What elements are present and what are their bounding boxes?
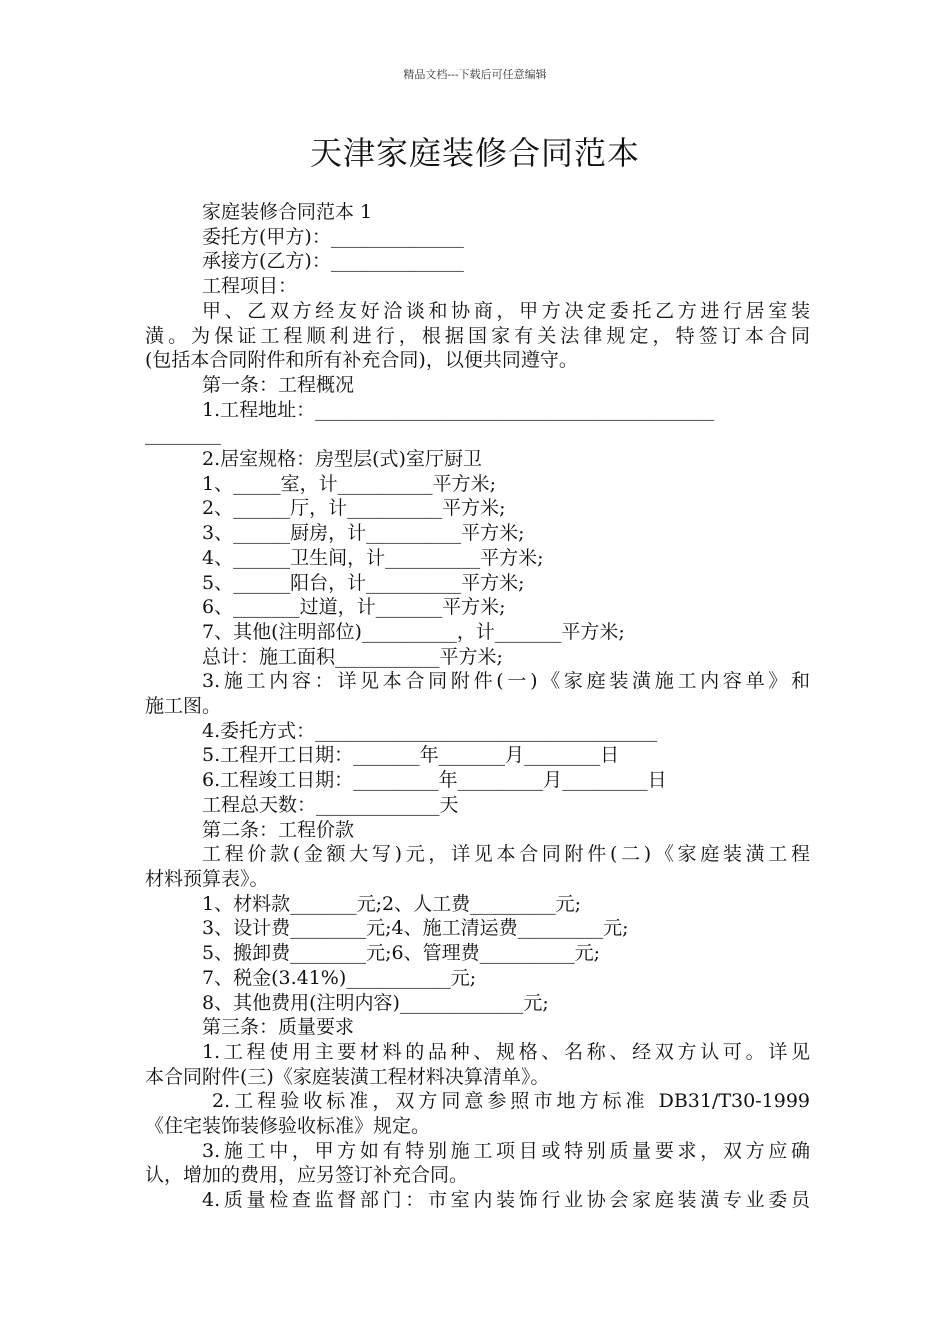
text-line: 工程项目：	[202, 275, 298, 298]
text-line: 委托方(甲方)：______________	[202, 225, 464, 248]
text-line: 认，增加的费用，应另签订补充合同。	[145, 1164, 469, 1187]
text-line: 6.工程竣工日期：_________年_________月_________日	[202, 769, 667, 792]
text-line: 4.委托方式：____________________________________	[202, 719, 658, 742]
text-line: 潢。为保证工程顺利进行，根据国家有关法律规定，特签订本合同	[145, 324, 810, 347]
text-line: 甲、乙双方经友好洽谈和协商，甲方决定委托乙方进行居室装	[202, 299, 810, 322]
header-note: 精品文档---下载后可任意编辑	[403, 68, 547, 81]
text-line: 2.居室规格：房型层(式)室厅厨卫	[202, 448, 482, 471]
text-line: 1.工程使用主要材料的品种、规格、名称、经双方认可。详见	[202, 1040, 810, 1063]
text-line: 3、______厨房，计__________平方米;	[202, 522, 525, 545]
text-line: 2.工程验收标准，双方同意参照市地方标准 DB31/T30-1999	[202, 1090, 810, 1113]
text-line: 本合同附件(三)《家庭装潢工程材料决算清单》。	[145, 1065, 550, 1088]
document-body	[145, 200, 810, 1213]
text-line: (包括本合同附件和所有补充合同)，以便共同遵守。	[145, 349, 578, 372]
text-line: 第三条：质量要求	[202, 1016, 355, 1039]
text-line: 2、______厅，计__________平方米;	[202, 497, 506, 520]
text-line: 承接方(乙方)：______________	[202, 250, 464, 273]
text-line: 5、______阳台，计__________平方米;	[202, 571, 525, 594]
text-line: 《住宅装饰装修验收标准》规定。	[145, 1115, 431, 1138]
text-line: 总计：施工面积___________平方米;	[202, 645, 503, 668]
text-line: 8、其他费用(注明内容)_____________元;	[202, 991, 549, 1014]
text-line: 第一条：工程概况	[202, 373, 355, 396]
text-line: 4、______卫生间，计__________平方米;	[202, 546, 544, 569]
text-line: 材料预算表》。	[145, 867, 269, 890]
text-line: 第二条：工程价款	[202, 818, 355, 841]
text-line: 6、_______过道，计_______平方米;	[202, 596, 506, 619]
text-line: 工程价款(金额大写)元，详见本合同附件(二)《家庭装潢工程	[202, 843, 810, 866]
document-title: 天津家庭装修合同范本	[309, 134, 640, 172]
text-line: 7、其他(注明部位)__________，计_______平方米;	[202, 620, 625, 643]
text-line: 7、税金(3.41%)___________元;	[202, 966, 477, 989]
text-line: 3.施工中，甲方如有特别施工项目或特别质量要求，双方应确	[202, 1139, 810, 1162]
text-line: 3、设计费________元;4、施工清运费_________元;	[202, 917, 629, 940]
text-line: 工程总天数：_____________天	[202, 793, 459, 816]
text-line: 1、_____室，计__________平方米;	[202, 472, 496, 495]
text-line: 1.工程地址：__________________________________________	[202, 398, 715, 421]
text-line: 4.质量检查监督部门：市室内装饰行业协会家庭装潢专业委员	[202, 1189, 810, 1212]
text-line: 5.工程开工日期：_______年_______月________日	[202, 744, 620, 767]
text-line: 5、搬卸费________元;6、管理费__________元;	[202, 942, 600, 965]
text-line: 3.施工内容：详见本合同附件(一)《家庭装潢施工内容单》和	[202, 670, 810, 693]
text-line: 施工图。	[145, 695, 222, 718]
text-line: 家庭装修合同范本 1	[202, 201, 373, 223]
text-line: ________	[145, 423, 221, 446]
text-line: 1、材料款_______元;2、人工费_________元;	[202, 892, 581, 915]
